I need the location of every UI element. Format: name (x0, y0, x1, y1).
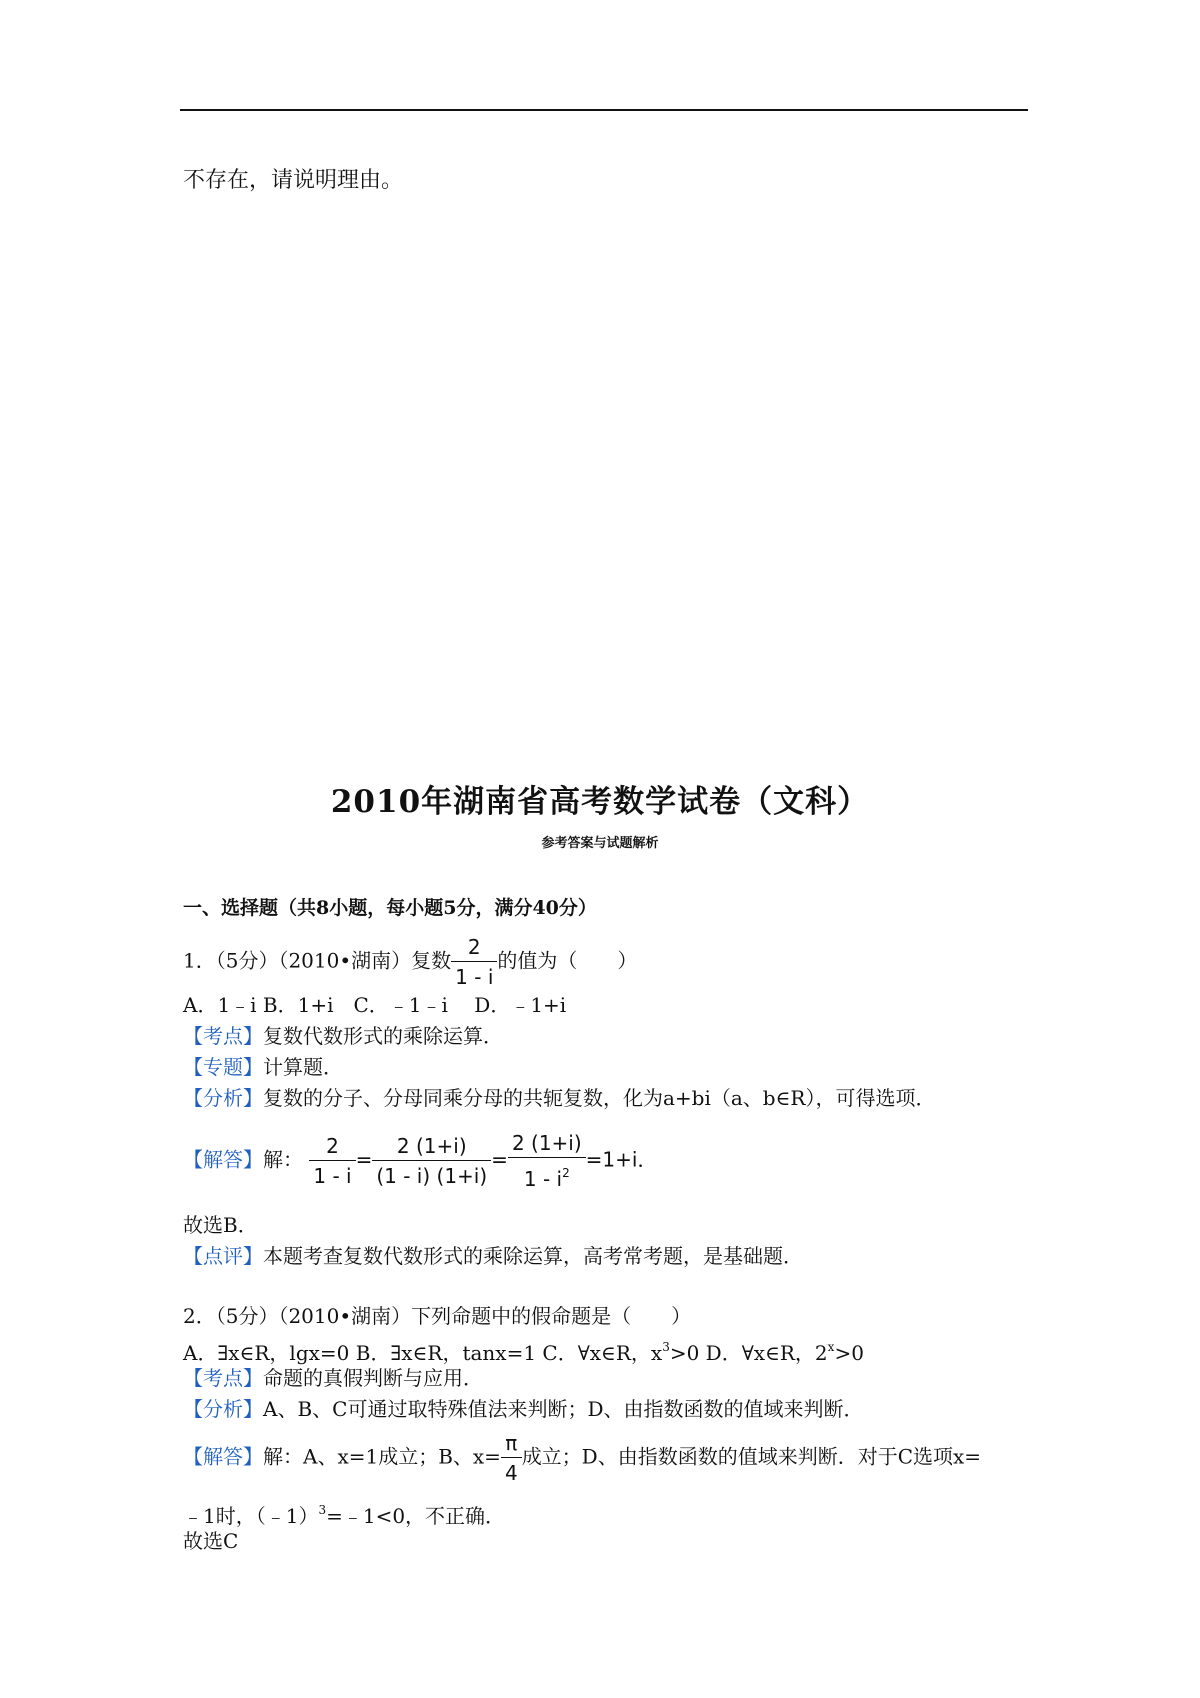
q1-solution-frac1 (309, 1133, 355, 1189)
q1-kaodian-text: 复数代数形式的乘除运算． (263, 1024, 503, 1048)
q1-stem (183, 934, 637, 990)
q2-kaodian (183, 1365, 483, 1391)
pi-den: 4 (501, 1457, 522, 1486)
q2-pi-over-4 (501, 1430, 522, 1486)
q2-options (183, 1334, 864, 1366)
dianping-tag: 【点评】 (183, 1244, 263, 1268)
q1-stem-post: 的值为（ ） (497, 948, 638, 973)
fenxi-tag: 【分析】 (183, 1086, 263, 1110)
q2-answer: 故选C (183, 1529, 239, 1553)
q1-jieda (183, 1130, 657, 1192)
jieda-tag: 【解答】 (183, 1147, 263, 1172)
q1-solution-result: =1+i． (585, 1147, 658, 1172)
q2-options-exp2: x (827, 1340, 835, 1354)
pi-num: π (505, 1431, 518, 1455)
q1-frac-den: 1 - i (451, 961, 497, 990)
q2-line2-post: =﹣1<0，不正确． (326, 1504, 506, 1528)
q1-kaodian (183, 1023, 503, 1049)
continued-text: 不存在，请说明理由。 (183, 168, 404, 193)
q2-kaodian-text: 命题的真假判断与应用． (263, 1366, 483, 1390)
fenxi-tag: 【分析】 (183, 1397, 263, 1421)
q2-options-c: >0 (834, 1341, 864, 1365)
q2-jieda (183, 1430, 981, 1486)
q2-options-b: >0 D．∀x∈R，2 (669, 1341, 828, 1365)
frac2-num: 2 (1+i) (396, 1134, 467, 1158)
q1-stem-fraction (451, 934, 497, 990)
kaodian-tag: 【考点】 (183, 1024, 263, 1048)
q1-solution-frac3 (508, 1130, 586, 1192)
frac3-den (508, 1157, 586, 1192)
jieda-tag: 【解答】 (183, 1444, 263, 1469)
zhuanti-tag: 【专题】 (183, 1055, 263, 1079)
q2-options-a: A．∃x∈R，lgx=0 B．∃x∈R，tanx=1 C．∀x∈R，x (183, 1341, 663, 1365)
frac3-den-exponent: 2 (562, 1166, 570, 1180)
frac3-num: 2 (1+i) (511, 1131, 582, 1155)
q1-fenxi (183, 1085, 935, 1111)
kaodian-tag: 【考点】 (183, 1366, 263, 1390)
q2-fenxi-text: A、B、C可通过取特殊值法来判断；D、由指数函数的值域来判断． (263, 1397, 864, 1421)
header-rule (180, 109, 1028, 111)
frac1-den: 1 - i (309, 1160, 355, 1189)
q2-jieda-post: 成立；D、由指数函数的值域来判断．对于C选项x= (521, 1444, 982, 1469)
q2-jieda-pre: 解：A、x=1成立；B、x= (263, 1444, 501, 1469)
frac3-den-base: 1 - i (523, 1167, 563, 1191)
q2-fenxi (183, 1396, 863, 1422)
q1-fenxi-text: 复数的分子、分母同乘分母的共轭复数，化为a+bi（a、b∈R），可得选项． (263, 1086, 936, 1110)
q2-line2-exp: 3 (318, 1503, 327, 1517)
q1-answer: 故选B． (183, 1213, 258, 1237)
q1-dianping (183, 1243, 803, 1269)
q1-stem-pre: 1．（5分）（2010•湖南）复数 (183, 948, 452, 973)
eq-sign: = (355, 1147, 373, 1172)
q1-jieda-pre: 解： (263, 1147, 303, 1172)
q1-zhuanti (183, 1054, 343, 1080)
q1-options: A．1﹣i B．1+i C．﹣1﹣i D．﹣1+i (183, 993, 567, 1017)
q1-solution-frac2 (372, 1133, 491, 1189)
q2-options-exp1: 3 (662, 1340, 670, 1354)
frac1-num: 2 (326, 1134, 339, 1158)
frac2-den: (1 - i) (1+i) (372, 1160, 491, 1189)
section-heading: 一、选择题（共8小题，每小题5分，满分40分） (183, 897, 597, 919)
q1-dianping-text: 本题考查复数代数形式的乘除运算，高考常考题，是基础题． (263, 1244, 803, 1268)
page-title: 2010年湖南省高考数学试卷（文科） (330, 784, 870, 820)
q2-stem: 2．（5分）（2010•湖南）下列命题中的假命题是（ ） (183, 1304, 692, 1328)
eq-sign: = (491, 1147, 508, 1172)
q1-frac-num: 2 (467, 935, 481, 959)
q1-zhuanti-text: 计算题． (263, 1055, 343, 1079)
q2-jieda-line2 (183, 1497, 505, 1529)
page-subtitle: 参考答案与试题解析 (541, 836, 659, 851)
q2-line2-pre: ﹣1时，（﹣1） (183, 1504, 319, 1528)
